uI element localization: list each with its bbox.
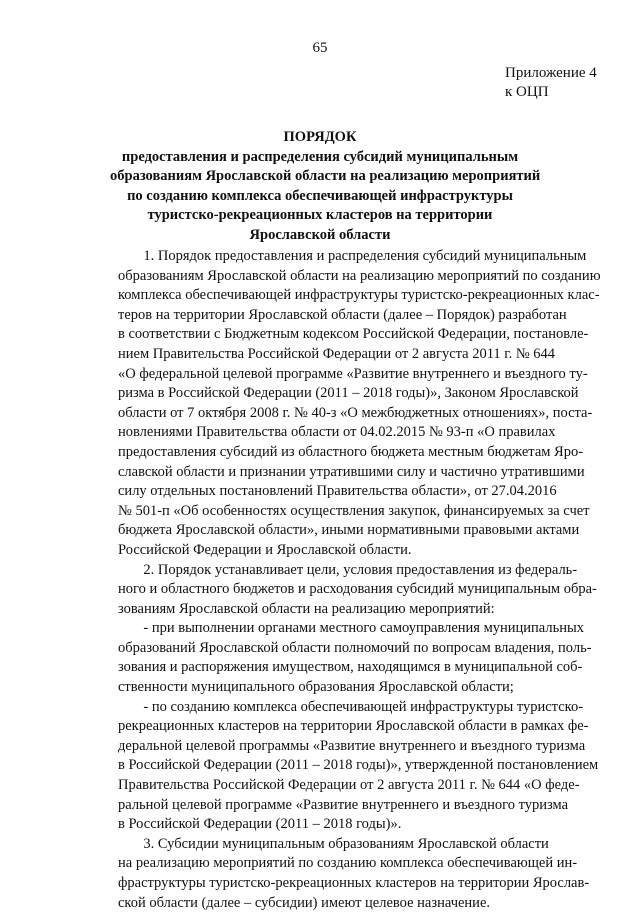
appendix-line-2: к ОЦП <box>505 84 549 100</box>
paragraph-line: ской области (далее – субсидии) имеют целевое назначение. <box>118 894 491 911</box>
paragraph-line: комплекса обеспечивающей инфраструктуры туристско-рекреационных клас- <box>118 287 600 304</box>
paragraph-line: № 501-п «Об особенностях осуществления закупок, финансируемых за счет <box>118 502 590 519</box>
title-heading: ПОРЯДОК <box>283 129 357 145</box>
paragraph-line: 1. Порядок предоставления и распределения субсидий муниципальным <box>118 248 587 264</box>
title-line: образованиям Ярославской области на реализацию мероприятий <box>110 168 541 184</box>
paragraph-line: ного и областного бюджетов и расходования субсидий муниципальным обра- <box>118 581 597 598</box>
appendix-line-1: Приложение 4 <box>505 65 597 81</box>
paragraph-line: фраструктуры туристско-рекреационных кластеров на территории Ярослав- <box>118 875 590 891</box>
paragraph <box>118 247 601 561</box>
paragraph-line: рекреационных кластеров на территории Ярославской области в рамках фе- <box>118 718 589 735</box>
paragraph-line: области от 7 октября 2008 г. № 40-з «О межбюджетных отношениях», поста- <box>118 404 593 421</box>
paragraph-line: в Российской Федерации (2011 – 2018 годы)». <box>118 816 402 833</box>
paragraph-line: новлениями Правительства области от 04.02.2015 № 93-п «О правилах <box>118 424 556 441</box>
paragraph-line: зования и распоряжения имуществом, находящимся в муниципальной соб- <box>118 659 583 676</box>
paragraph-line: - при выполнении органами местного самоуправления муниципальных <box>118 620 584 637</box>
paragraph-line: в Российской Федерации (2011 – 2018 годы)», утвержденной постановлением <box>118 757 599 774</box>
paragraph-line: ственности муниципального образования Ярославской области; <box>118 679 514 696</box>
paragraph-line: нием Правительства Российской Федерации от 2 августа 2011 г. № 644 <box>118 345 556 362</box>
appendix-note <box>505 64 597 102</box>
paragraph-line: на реализацию мероприятий по созданию комплекса обеспечивающей ин- <box>118 855 578 872</box>
paragraph-line: Правительства Российской Федерации от 2 августа 2011 г. № 644 «О феде- <box>118 777 580 794</box>
paragraph <box>118 561 597 620</box>
paragraph-line: бюджета Ярославской области», иными нормативными правовыми актами <box>118 522 580 539</box>
paragraph-line: ральной целевой программе «Развитие внутреннего и въездного туризма <box>118 796 569 813</box>
document-title <box>110 128 541 245</box>
paragraph-line: славской области и признании утратившими силу и частично утратившими <box>118 463 585 480</box>
title-line: Ярославской области <box>249 226 391 243</box>
paragraph-line: зованиям Ярославской области на реализацию мероприятий: <box>118 600 495 617</box>
paragraph-line: предоставления субсидий из областного бюджета местным бюджетам Яро- <box>118 443 584 460</box>
document-body <box>118 247 601 913</box>
paragraph-line: «О федеральной целевой программе «Развитие внутреннего и въездного ту- <box>118 365 588 382</box>
paragraph <box>118 835 590 913</box>
paragraph-line: 2. Порядок устанавливает цели, условия предоставления из федераль- <box>118 561 578 578</box>
paragraph-line: силу отдельных постановлений Правительства области», от 27.04.2016 <box>118 483 557 500</box>
page-number: 65 <box>312 40 328 56</box>
paragraph-line: образований Ярославской области полномочий по вопросам владения, поль- <box>118 639 592 656</box>
title-line: по созданию комплекса обеспечивающей инфраструктуры <box>127 187 513 204</box>
paragraph-line: 3. Субсидии муниципальным образованиям Ярославской области <box>118 835 549 852</box>
paragraph-line: в соответствии с Бюджетным кодексом Российской Федерации, постановле- <box>118 326 589 343</box>
paragraph-line: ризма в Российской Федерации (2011 – 2018 годы)», Законом Ярославской <box>118 385 579 402</box>
paragraph-line: Российской Федерации и Ярославской области. <box>118 541 412 558</box>
title-line: предоставления и распределения субсидий муниципальным <box>121 148 519 165</box>
paragraph-line: деральной целевой программы «Развитие внутреннего и въездного туризма <box>118 737 586 754</box>
paragraph <box>118 698 599 835</box>
paragraph-line: образованиям Ярославской области на реализацию мероприятий по созданию <box>118 267 601 284</box>
paragraph-line: теров на территории Ярославской области (далее – Порядок) разработан <box>118 306 567 323</box>
title-line: туристско-рекреационных кластеров на территории <box>147 207 493 223</box>
paragraph-line: - по созданию комплекса обеспечивающей инфраструктуры туристско- <box>118 698 584 715</box>
paragraph <box>118 619 592 697</box>
